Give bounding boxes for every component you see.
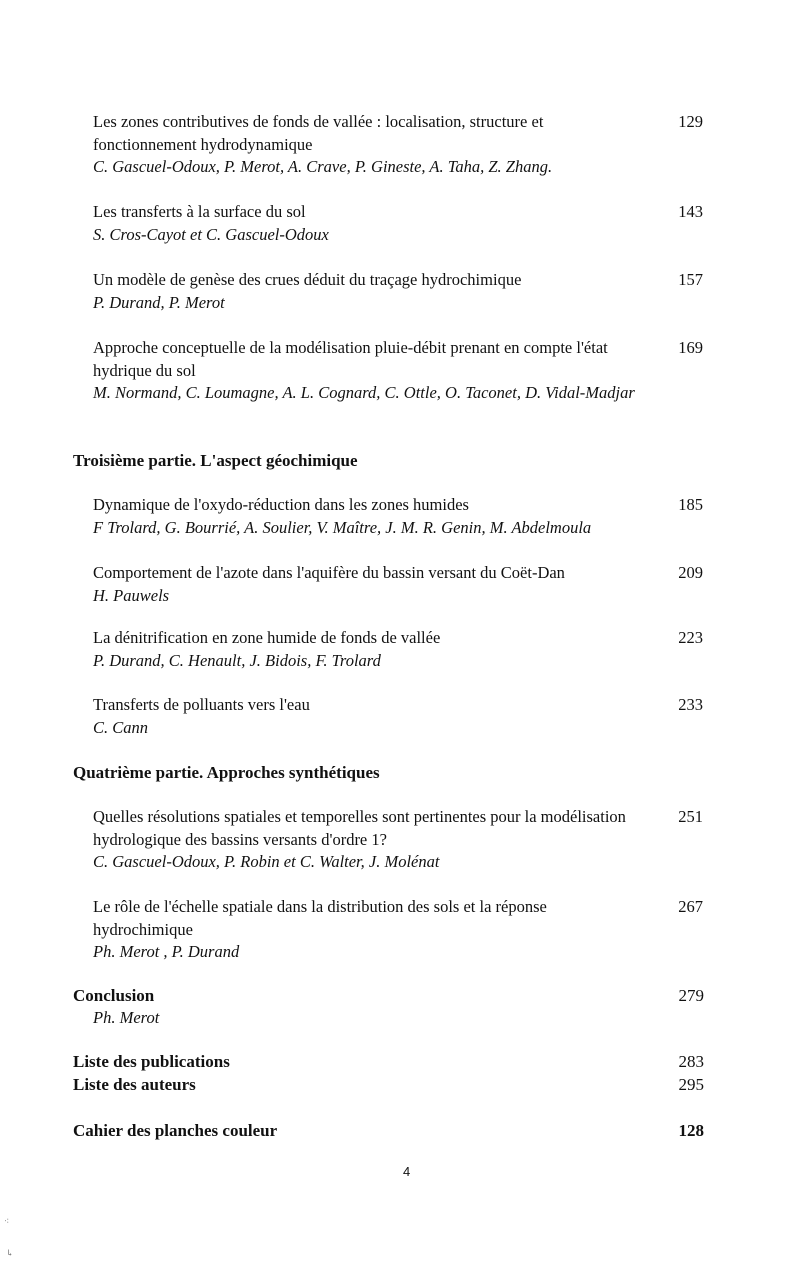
entry-page: 129 bbox=[678, 112, 703, 131]
entry-authors: S. Cros-Cayot et C. Gascuel-Odoux bbox=[93, 224, 329, 244]
entry-page: 157 bbox=[678, 270, 703, 289]
toc-entry bbox=[93, 494, 703, 539]
list-page: 283 bbox=[678, 1052, 704, 1071]
entry-page: 143 bbox=[678, 202, 703, 221]
entry-authors: C. Gascuel-Odoux, P. Merot, A. Crave, P. Gineste, A. Taha, Z. Zhang. bbox=[93, 157, 553, 176]
page-number: 4 bbox=[403, 1164, 411, 1179]
entry-page: 209 bbox=[678, 563, 703, 582]
entry-title: Un modèle de genèse des crues déduit du traçage hydrochimique bbox=[93, 270, 522, 289]
toc-entry bbox=[93, 201, 703, 246]
conclusion-entry bbox=[73, 985, 704, 1029]
entry-title: Dynamique de l'oxydo-réduction dans les zones humides bbox=[93, 495, 469, 514]
plates-title: Cahier des planches couleur bbox=[73, 1121, 278, 1140]
scan-artifact: ⁖ bbox=[4, 1216, 10, 1226]
conclusion-authors: Ph. Merot bbox=[93, 1008, 160, 1027]
part-heading: Troisième partie. L'aspect géochimique bbox=[73, 451, 358, 470]
entry-authors: P. Durand, C. Henault, J. Bidois, F. Trolard bbox=[93, 650, 381, 670]
entry-authors: F Trolard, G. Bourrié, A. Soulier, V. Maître, J. M. R. Genin, M. Abdelmoula bbox=[93, 517, 592, 537]
entry-authors: C. Cann bbox=[93, 717, 149, 737]
entry-page: 169 bbox=[678, 338, 703, 357]
plates-entry bbox=[73, 1120, 704, 1142]
list-title: Liste des auteurs bbox=[73, 1075, 196, 1094]
list-title: Liste des publications bbox=[73, 1052, 230, 1071]
plates-page: 128 bbox=[678, 1121, 704, 1140]
toc-entry bbox=[93, 627, 703, 672]
entry-page: 267 bbox=[678, 897, 703, 916]
list-page: 295 bbox=[678, 1075, 704, 1094]
entry-title: Les transferts à la surface du sol bbox=[93, 202, 306, 221]
entry-title: Comportement de l'azote dans l'aquifère du bassin versant du Coët-Dan bbox=[93, 563, 565, 582]
entry-title: Transferts de polluants vers l'eau bbox=[93, 695, 310, 714]
entry-title: Les zones contributives de fonds de vallée : localisation, structure et fonctionnement hydrodynamique bbox=[93, 112, 544, 154]
list-entry bbox=[73, 1074, 704, 1096]
entry-authors: Ph. Merot , P. Durand bbox=[93, 942, 240, 961]
entry-authors: H. Pauwels bbox=[93, 585, 170, 605]
entry-page: 223 bbox=[678, 628, 703, 647]
toc-entry bbox=[93, 694, 703, 739]
conclusion-page: 279 bbox=[678, 986, 704, 1005]
toc-entry bbox=[93, 806, 703, 874]
toc-entry bbox=[93, 269, 703, 314]
entry-title: Quelles résolutions spatiales et temporelles sont pertinentes pour la modélisation hydrologique des bassins versants d'ordre 1? bbox=[93, 807, 626, 849]
toc-entry bbox=[93, 562, 703, 607]
entry-title: La dénitrification en zone humide de fonds de vallée bbox=[93, 628, 441, 647]
entry-authors: C. Gascuel-Odoux, P. Robin et C. Walter, J. Molénat bbox=[93, 852, 440, 871]
list-entry bbox=[73, 1051, 704, 1073]
entry-authors: P. Durand, P. Merot bbox=[93, 292, 225, 312]
toc-entry bbox=[93, 896, 703, 964]
scan-artifact: ↳ bbox=[6, 1248, 14, 1258]
entry-authors: M. Normand, C. Loumagne, A. L. Cognard, C. Ottle, O. Taconet, D. Vidal-Madjar bbox=[93, 383, 635, 402]
toc-entry bbox=[93, 111, 703, 179]
entry-page: 233 bbox=[678, 695, 703, 714]
entry-title: Approche conceptuelle de la modélisation pluie-débit prenant en compte l'état hydrique du sol bbox=[93, 338, 608, 380]
entry-title: Le rôle de l'échelle spatiale dans la distribution des sols et la réponse hydrochimique bbox=[93, 897, 547, 939]
part-heading: Quatrième partie. Approches synthétiques bbox=[73, 763, 380, 782]
entry-page: 185 bbox=[678, 495, 703, 514]
conclusion-title: Conclusion bbox=[73, 986, 155, 1005]
toc-entry bbox=[93, 337, 703, 405]
entry-page: 251 bbox=[678, 807, 703, 826]
